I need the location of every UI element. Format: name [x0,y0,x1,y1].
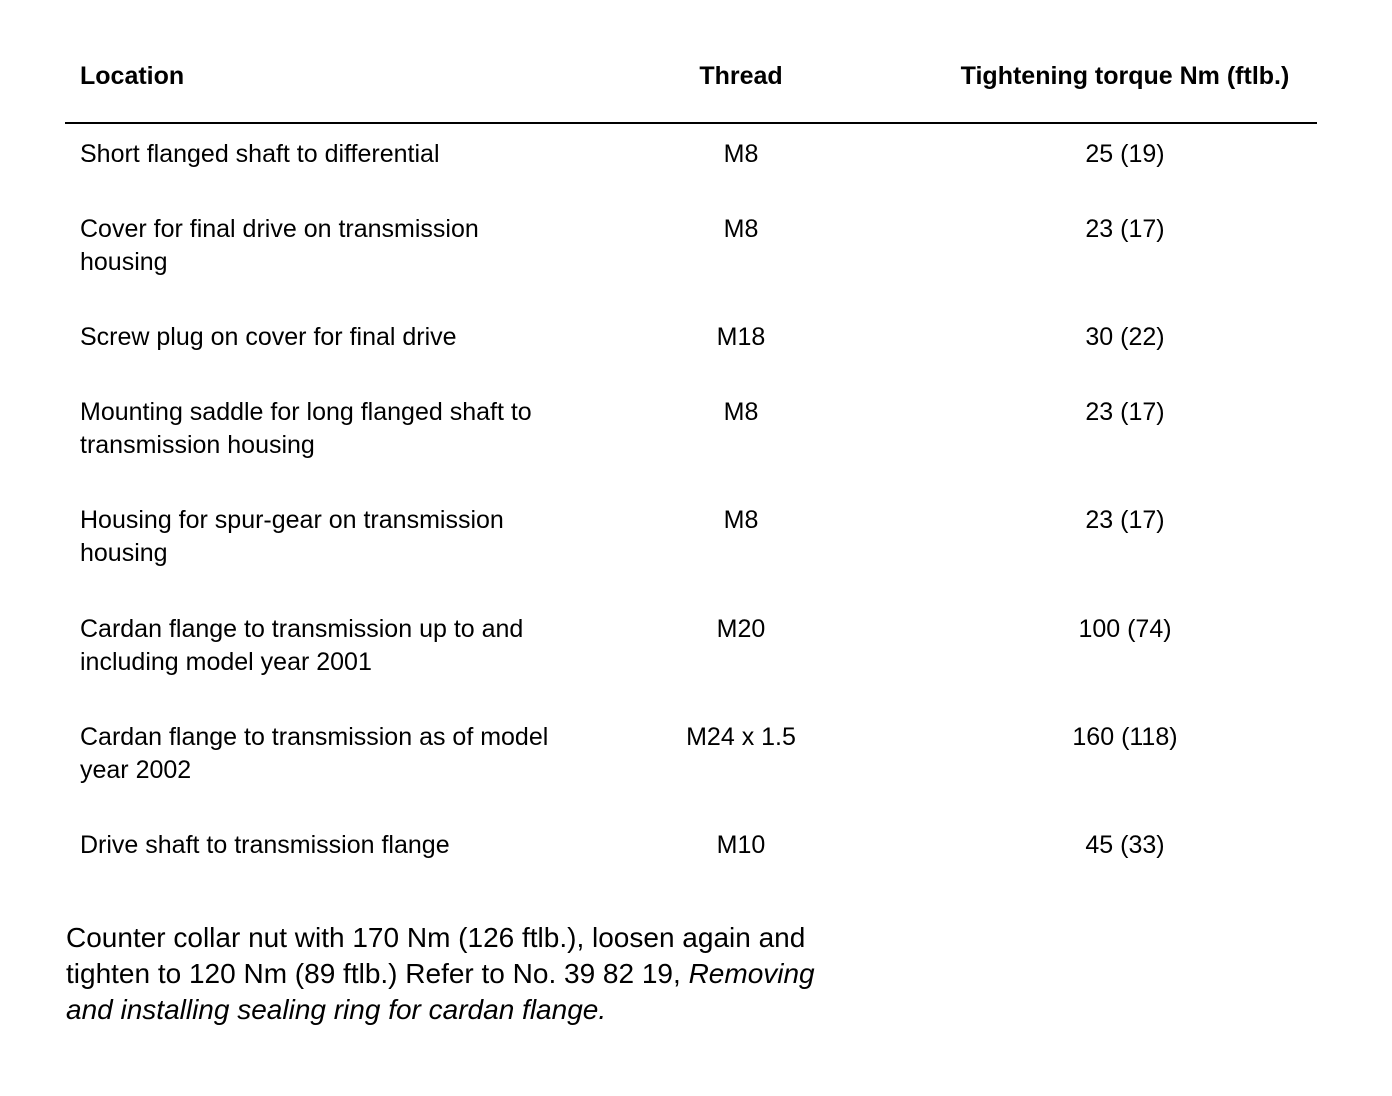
cell-location: Housing for spur-gear on transmission housing [80,506,504,567]
cell-torque: 30 (22) [1085,323,1165,351]
note-reference: Removing and installing sealing ring for cardan flange. [66,958,815,1025]
cell-location: Cardan flange to transmission up to and including model year 2001 [80,615,524,676]
header-location: Location [80,62,185,90]
cell-location: Screw plug on cover for final drive [80,323,457,351]
cell-torque: 45 (33) [1085,831,1165,859]
cell-thread: M8 [723,140,759,168]
cell-location: Drive shaft to transmission flange [80,831,450,859]
note-text: Counter collar nut with 170 Nm (126 ftlb.), loosen again and tighten to 120 Nm (89 ftlb.) Refer to No. 39 82 19, [66,922,806,989]
cell-location: Cover for final drive on transmission housing [80,215,479,276]
cell-location: Short flanged shaft to differential [80,140,440,168]
torque-note [66,920,866,1028]
cell-torque: 100 (74) [1078,615,1172,643]
cell-torque: 25 (19) [1085,140,1165,168]
cell-torque: 160 (118) [1072,723,1178,751]
cell-thread: M24 x 1.5 [686,723,796,751]
header-thread: Thread [699,62,783,90]
cell-torque: 23 (17) [1085,506,1165,534]
header-divider [65,122,1317,124]
table-header [0,62,1392,98]
cell-thread: M8 [723,506,759,534]
cell-thread: M20 [716,615,766,643]
cell-thread: M8 [723,398,759,426]
cell-thread: M8 [723,215,759,243]
header-torque: Tightening torque Nm (ftlb.) [960,62,1290,90]
cell-location: Cardan flange to transmission as of model year 2002 [80,723,549,784]
cell-thread: M10 [716,831,766,859]
cell-thread: M18 [716,323,766,351]
cell-location: Mounting saddle for long flanged shaft to transmission housing [80,398,532,459]
cell-torque: 23 (17) [1085,215,1165,243]
cell-torque: 23 (17) [1085,398,1165,426]
